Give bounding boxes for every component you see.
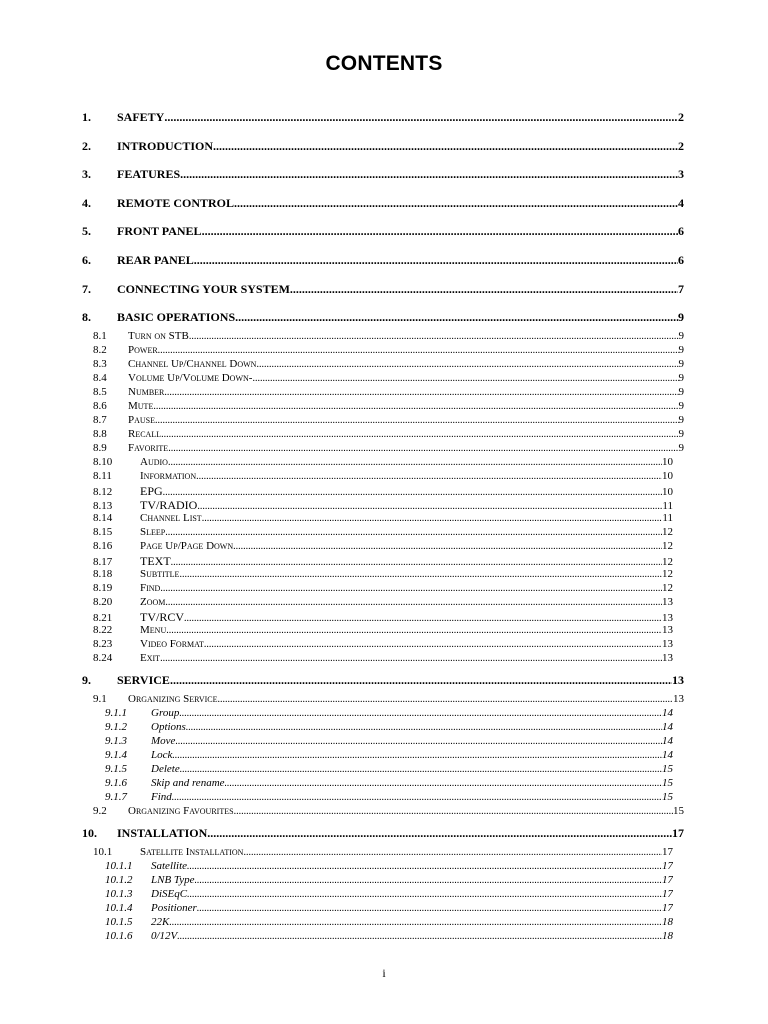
- toc-entry-page: 9: [678, 372, 684, 385]
- toc-entry[interactable]: [105, 916, 673, 928]
- toc-entry[interactable]: [93, 568, 673, 580]
- toc-entry-number: 8.11: [93, 470, 112, 483]
- dot-leader: [180, 764, 662, 775]
- toc-entry-title: Mute: [128, 400, 154, 413]
- dot-leader: [172, 792, 662, 803]
- toc-entry-title: REMOTE CONTROL: [117, 195, 235, 210]
- toc-entry-page: 13: [662, 624, 673, 637]
- toc-entry-page: 12: [662, 582, 673, 595]
- dot-leader: [194, 253, 678, 268]
- toc-entry-title: Find: [140, 582, 161, 595]
- toc-entry[interactable]: [82, 110, 684, 125]
- toc-entry-page: 9: [678, 442, 684, 455]
- toc-entry-number: 8.6: [93, 400, 107, 413]
- toc-entry-page: 13: [662, 612, 673, 625]
- toc-entry[interactable]: [105, 902, 673, 914]
- toc-entry-title: Video Format: [140, 638, 204, 651]
- toc-entry-title: Number: [128, 386, 165, 399]
- toc-entry-number: 8.3: [93, 358, 107, 371]
- toc-entry-title: REAR PANEL: [117, 253, 194, 267]
- toc-entry[interactable]: [93, 846, 673, 858]
- dot-leader: [197, 501, 662, 512]
- toc-entry[interactable]: [93, 456, 673, 468]
- toc-entry-number: 8.23: [93, 638, 113, 651]
- toc-entry-number: 10.1.2: [105, 874, 133, 887]
- toc-entry[interactable]: [105, 707, 673, 719]
- toc-entry-page: 10: [662, 456, 673, 469]
- toc-entry-number: 10.1.6: [105, 930, 133, 943]
- toc-entry-title: Delete: [151, 763, 180, 776]
- toc-entry-title: Channel Up/Channel Down: [128, 358, 257, 371]
- toc-entry[interactable]: [93, 400, 684, 412]
- dot-leader: [177, 931, 662, 942]
- dot-leader: [234, 806, 673, 817]
- dot-leader: [168, 457, 662, 468]
- toc-entry-page: 14: [662, 735, 673, 748]
- toc-entry[interactable]: [93, 330, 684, 342]
- toc-entry[interactable]: [93, 582, 673, 594]
- toc-entry-title: Turn on STB: [128, 330, 189, 343]
- toc-entry-number: 10.1: [93, 846, 113, 859]
- dot-leader: [225, 778, 662, 789]
- toc-entry-number: 8.10: [93, 456, 113, 469]
- toc-entry[interactable]: [93, 540, 673, 552]
- toc-entry-number: 10.1.5: [105, 916, 133, 929]
- toc-entry-page: 9: [678, 310, 684, 325]
- toc-entry[interactable]: [82, 224, 684, 239]
- toc-entry-page: 6: [678, 253, 684, 267]
- toc-entry-title: Organizing Service: [128, 693, 218, 706]
- toc-entry[interactable]: [105, 721, 673, 733]
- toc-entry-number: 8.12: [93, 486, 113, 499]
- toc-entry-page: 17: [662, 860, 673, 873]
- toc-entry-number: 8.19: [93, 582, 113, 595]
- toc-entry-title: Information: [140, 470, 197, 483]
- toc-entry-number: 1.: [82, 110, 91, 124]
- toc-entry-number: 4.: [82, 195, 91, 210]
- toc-entry-title: Channel List: [140, 512, 202, 525]
- dot-leader: [168, 443, 678, 454]
- toc-entry-number: 8.13: [93, 500, 113, 513]
- toc-entry-page: 11: [662, 500, 673, 513]
- toc-entry-number: 8.21: [93, 612, 113, 625]
- toc-entry[interactable]: [93, 442, 684, 454]
- toc-entry[interactable]: [93, 498, 673, 513]
- toc-entry-title: Subtitle: [140, 568, 180, 581]
- toc-entry-number: 8.18: [93, 568, 113, 581]
- toc-entry-title: Power: [128, 344, 158, 357]
- toc-entry-page: 10: [662, 486, 673, 499]
- toc-entry-page: 17: [662, 874, 673, 887]
- toc-entry-page: 13: [673, 693, 684, 706]
- toc-entry-title: Recall: [128, 428, 162, 441]
- dot-leader: [187, 861, 662, 872]
- toc-entry-title: SAFETY: [117, 110, 165, 124]
- dot-leader: [204, 639, 662, 650]
- toc-entry-number: 8.22: [93, 624, 113, 637]
- toc-entry[interactable]: [93, 470, 673, 482]
- dot-leader: [155, 415, 678, 426]
- dot-leader: [186, 722, 662, 733]
- dot-leader: [207, 826, 672, 841]
- toc-entry-page: 9: [678, 386, 684, 399]
- toc-entry-title: Page Up/Page Down: [140, 540, 234, 553]
- toc-entry[interactable]: [93, 372, 684, 384]
- dot-leader: [172, 750, 662, 761]
- toc-entry-title: SERVICE: [117, 673, 170, 688]
- dot-leader: [189, 331, 679, 342]
- toc-entry[interactable]: [82, 196, 684, 211]
- toc-entry-number: 9.2: [93, 805, 107, 818]
- toc-entry-title: INTRODUCTION: [117, 138, 214, 153]
- toc-entry-title: Satellite: [151, 860, 188, 873]
- dot-leader: [179, 708, 662, 719]
- toc-entry-page: 15: [662, 791, 673, 804]
- toc-entry-number: 8.24: [93, 652, 113, 665]
- toc-entry-number: 8.16: [93, 540, 113, 553]
- toc-entry[interactable]: [93, 805, 684, 817]
- dot-leader: [165, 597, 662, 608]
- toc-entry[interactable]: [105, 888, 673, 900]
- toc-entry-page: 9: [678, 344, 684, 357]
- toc-entry-title: LNB Type: [151, 874, 195, 887]
- toc-entry-page: 17: [662, 846, 673, 859]
- toc-entry[interactable]: [82, 673, 684, 688]
- toc-entry-title: Organizing Favourites: [128, 805, 234, 818]
- toc-entry[interactable]: [105, 874, 673, 886]
- toc-entry-number: 8.1: [93, 330, 107, 343]
- dot-leader: [161, 429, 678, 440]
- toc-entry-page: 12: [662, 568, 673, 581]
- dot-leader: [202, 513, 663, 524]
- dot-leader: [166, 625, 662, 636]
- dot-leader: [213, 139, 678, 154]
- toc-entry-title: Zoom: [140, 596, 166, 609]
- toc-entry-page: 2: [678, 138, 684, 153]
- toc-entry[interactable]: [82, 310, 684, 325]
- dot-leader: [180, 167, 678, 182]
- toc-entry[interactable]: [93, 358, 684, 370]
- dot-leader: [153, 401, 678, 412]
- toc-entry-number: 6.: [82, 253, 91, 267]
- toc-entry-page: 9: [678, 400, 684, 413]
- toc-entry-page: 13: [662, 638, 673, 651]
- dot-leader: [195, 875, 663, 886]
- toc-entry[interactable]: [105, 930, 673, 942]
- dot-leader: [163, 487, 662, 498]
- toc-entry-title: TV/RADIO: [140, 498, 198, 513]
- toc-entry-page: 15: [673, 805, 684, 818]
- toc-entry-page: 4: [678, 195, 684, 210]
- toc-entry[interactable]: [93, 693, 684, 705]
- toc-entry-number: 3.: [82, 167, 91, 182]
- toc-entry-number: 2.: [82, 138, 91, 153]
- toc-entry-title: Find: [151, 791, 172, 804]
- toc-entry[interactable]: [93, 554, 673, 569]
- toc-entry-title: Options: [151, 721, 186, 734]
- toc-entry-number: 10.1.1: [105, 860, 133, 873]
- toc-entry-page: 9: [678, 330, 684, 343]
- dot-leader: [184, 613, 662, 624]
- toc-entry[interactable]: [82, 253, 684, 268]
- toc-entry-number: 8.5: [93, 386, 107, 399]
- toc-entry[interactable]: [82, 139, 684, 154]
- dot-leader: [256, 359, 678, 370]
- dot-leader: [197, 903, 662, 914]
- dot-leader: [175, 736, 662, 747]
- dot-leader: [252, 373, 678, 384]
- toc-entry-title: FEATURES: [117, 167, 181, 182]
- toc-entry-page: 6: [678, 224, 684, 239]
- toc-entry-title: Move: [151, 735, 176, 748]
- toc-entry-title: Group: [151, 707, 180, 720]
- toc-entry-page: 13: [672, 673, 684, 688]
- dot-leader: [171, 557, 662, 568]
- toc-entry-number: 5.: [82, 224, 91, 239]
- toc-entry-title: Menu: [140, 624, 167, 637]
- toc-entry[interactable]: [93, 624, 673, 636]
- toc-entry-page: 15: [662, 777, 673, 790]
- dot-leader: [243, 847, 662, 858]
- toc-entry-page: 17: [662, 902, 673, 915]
- dot-leader: [233, 541, 662, 552]
- toc-entry-number: 9.1.5: [105, 763, 127, 776]
- toc-entry-title: Favorite: [128, 442, 169, 455]
- toc-entry[interactable]: [93, 428, 684, 440]
- dot-leader: [234, 196, 678, 211]
- toc-entry[interactable]: [105, 791, 673, 803]
- toc-entry-page: 14: [662, 721, 673, 734]
- toc-entry-number: 9.: [82, 673, 91, 688]
- toc-entry[interactable]: [93, 386, 684, 398]
- toc-entry-title: Positioner: [151, 902, 197, 915]
- toc-entry-page: 17: [672, 826, 684, 841]
- toc-entry-title: Satellite Installation: [140, 846, 244, 859]
- dot-leader: [179, 569, 662, 580]
- toc-entry[interactable]: [93, 526, 673, 538]
- dot-leader: [165, 527, 662, 538]
- toc-entry-page: 17: [662, 888, 673, 901]
- toc-entry-number: 9.1.7: [105, 791, 127, 804]
- toc-entry[interactable]: [93, 344, 684, 356]
- toc-entry[interactable]: [93, 512, 673, 524]
- toc-entry-number: 7.: [82, 281, 91, 296]
- toc-entry[interactable]: [105, 860, 673, 872]
- page-number: i: [382, 966, 386, 980]
- toc-entry-page: 13: [662, 652, 673, 665]
- toc-entry[interactable]: [82, 826, 684, 841]
- toc-entry[interactable]: [82, 167, 684, 182]
- toc-entry-number: 8.: [82, 310, 91, 325]
- toc-entry-page: 10: [662, 470, 673, 483]
- toc-entry-page: 18: [662, 916, 673, 929]
- toc-entry[interactable]: [105, 735, 673, 747]
- toc-entry-page: 9: [678, 428, 684, 441]
- toc-entry-number: 8.15: [93, 526, 113, 539]
- toc-entry-page: 15: [662, 763, 673, 776]
- toc-entry-title: Audio: [140, 456, 168, 469]
- toc-entry-number: 8.17: [93, 556, 113, 569]
- toc-entry-title: 22K: [151, 916, 170, 929]
- dot-leader: [290, 282, 678, 297]
- dot-leader: [164, 387, 678, 398]
- toc-entry[interactable]: [93, 414, 684, 426]
- toc-entry-page: 18: [662, 930, 673, 943]
- toc-entry-page: 12: [662, 556, 673, 569]
- toc-entry-title: TEXT: [140, 554, 171, 569]
- dot-leader: [187, 889, 662, 900]
- toc-entry[interactable]: [105, 777, 673, 789]
- toc-entry-number: 8.14: [93, 512, 113, 525]
- toc-entry-title: Skip and rename: [151, 777, 225, 790]
- toc-entry[interactable]: [105, 763, 673, 775]
- toc-entry-page: 9: [678, 414, 684, 427]
- toc-entry-title: Exit: [140, 652, 161, 665]
- toc-entry[interactable]: [93, 484, 673, 499]
- toc-entry-title: Lock: [151, 749, 173, 762]
- toc-entry-title: DiSEqC: [151, 888, 188, 901]
- toc-entry-title: EPG: [140, 484, 163, 499]
- toc-entry-page: 12: [662, 540, 673, 553]
- toc-entry-number: 8.4: [93, 372, 107, 385]
- toc-entry-title: INSTALLATION: [117, 826, 208, 841]
- toc-entry-page: 12: [662, 526, 673, 539]
- toc-entry-title: BASIC OPERATIONS: [117, 310, 236, 325]
- dot-leader: [160, 583, 662, 594]
- toc-entry-page: 14: [662, 749, 673, 762]
- toc-entry[interactable]: [105, 749, 673, 761]
- toc-entry-number: 8.8: [93, 428, 107, 441]
- toc-entry-number: 9.1.4: [105, 749, 127, 762]
- toc-entry-page: 7: [678, 281, 684, 296]
- toc-entry-page: 9: [678, 358, 684, 371]
- toc-entry[interactable]: [93, 638, 673, 650]
- dot-leader: [164, 110, 678, 125]
- toc-entry-title: Sleep: [140, 526, 166, 539]
- dot-leader: [158, 345, 679, 356]
- toc-entry-page: 11: [662, 512, 673, 525]
- toc-entry-title: Pause: [128, 414, 156, 427]
- dot-leader: [196, 471, 662, 482]
- toc-entry-number: 9.1.3: [105, 735, 127, 748]
- toc-entry-title: 0/12V: [151, 930, 178, 943]
- toc-entry-title: CONNECTING YOUR SYSTEM: [117, 281, 290, 296]
- toc-entry[interactable]: [93, 610, 673, 625]
- dot-leader: [235, 310, 678, 325]
- toc-entry-number: 10.: [82, 826, 97, 841]
- dot-leader: [218, 694, 674, 705]
- toc-entry-title: Volume Up/Volume Down-: [128, 372, 253, 385]
- toc-entry[interactable]: [93, 652, 673, 664]
- page-title: CONTENTS: [325, 52, 443, 75]
- toc-entry-page: 2: [678, 110, 684, 124]
- toc-entry-number: 10.1.3: [105, 888, 133, 901]
- toc-entry-number: 8.9: [93, 442, 107, 455]
- toc-entry-page: 3: [678, 167, 684, 182]
- toc-entry-number: 8.2: [93, 344, 107, 357]
- toc-entry-number: 10.1.4: [105, 902, 133, 915]
- toc-entry-number: 9.1.6: [105, 777, 127, 790]
- toc-entry-title: TV/RCV: [140, 610, 185, 625]
- toc-entry[interactable]: [93, 596, 673, 608]
- toc-entry-number: 8.20: [93, 596, 113, 609]
- toc-entry-number: 9.1.1: [105, 707, 127, 720]
- dot-leader: [170, 673, 672, 688]
- toc-entry-title: FRONT PANEL: [117, 224, 202, 239]
- dot-leader: [169, 917, 662, 928]
- toc-entry-number: 8.7: [93, 414, 107, 427]
- dot-leader: [160, 653, 662, 664]
- toc-entry-page: 13: [662, 596, 673, 609]
- toc-entry[interactable]: [82, 282, 684, 297]
- toc-entry-number: 9.1: [93, 693, 107, 706]
- dot-leader: [202, 224, 678, 239]
- toc-entry-page: 14: [662, 707, 673, 720]
- toc-entry-number: 9.1.2: [105, 721, 127, 734]
